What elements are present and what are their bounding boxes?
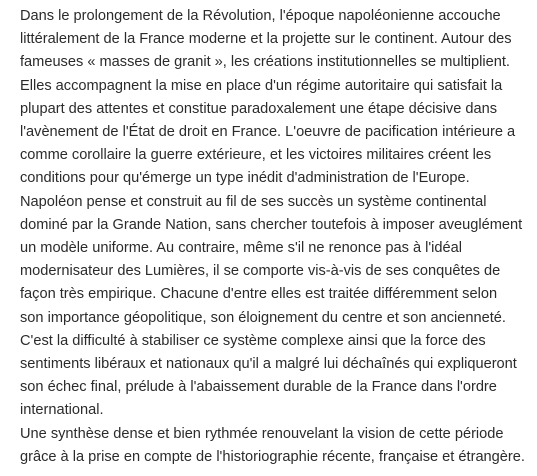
text-line: fameuses « masses de granit », les créations institutionnelles se multiplient. (20, 54, 510, 71)
text-line: modernisateur des Lumières, il se comporte vis-à-vis de ses conquêtes de (20, 263, 501, 280)
text-line: littéralement de la France moderne et la projette sur le continent. Autour des (20, 31, 512, 48)
text-line: un modèle uniforme. Au contraire, même s'il ne renonce pas à l'idéal (20, 240, 463, 257)
description-text (20, 5, 537, 469)
text-line: Dans le prolongement de la Révolution, l'époque napoléonienne accouche (20, 8, 501, 24)
text-line: Une synthèse dense et bien rythmée renouvelant la vision de cette période (20, 425, 504, 442)
text-line: conditions pour qu'émerge un type inédit d'administration de l'Europe. (20, 170, 470, 187)
text-line: grâce à la prise en compte de l'historiographie récente, française et étrangère. (20, 448, 525, 465)
text-line: comme corollaire la guerre extérieure, et les victoires militaires créent les (20, 147, 492, 164)
text-line: international. (20, 402, 104, 419)
text-line: plupart des attentes et constitue paradoxalement une étape décisive dans (20, 100, 498, 117)
text-line: Napoléon pense et construit au fil de ses succès un système continental (20, 193, 487, 210)
text-line: son importance géopolitique, son éloignement du centre et son ancienneté. (20, 309, 506, 326)
text-line: façon très empirique. Chacune d'entre elles est traitée différemment selon (20, 286, 498, 303)
text-line: son échec final, prélude à l'abaissement durable de la France dans l'ordre (20, 379, 497, 396)
text-line: C'est la difficulté à stabiliser ce système complexe ainsi que la force des (20, 332, 486, 349)
text-line: l'avènement de l'État de droit en France. L'oeuvre de pacification intérieure a (20, 124, 516, 141)
text-line: sentiments libéraux et nationaux qu'il a malgré lui déchaînés qui expliqueront (20, 356, 517, 373)
text-line: dominé par la Grande Nation, sans chercher toutefois à imposer aveuglément (20, 216, 523, 233)
text-line: Elles accompagnent la mise en place d'un régime autoritaire qui satisfait la (20, 77, 503, 94)
